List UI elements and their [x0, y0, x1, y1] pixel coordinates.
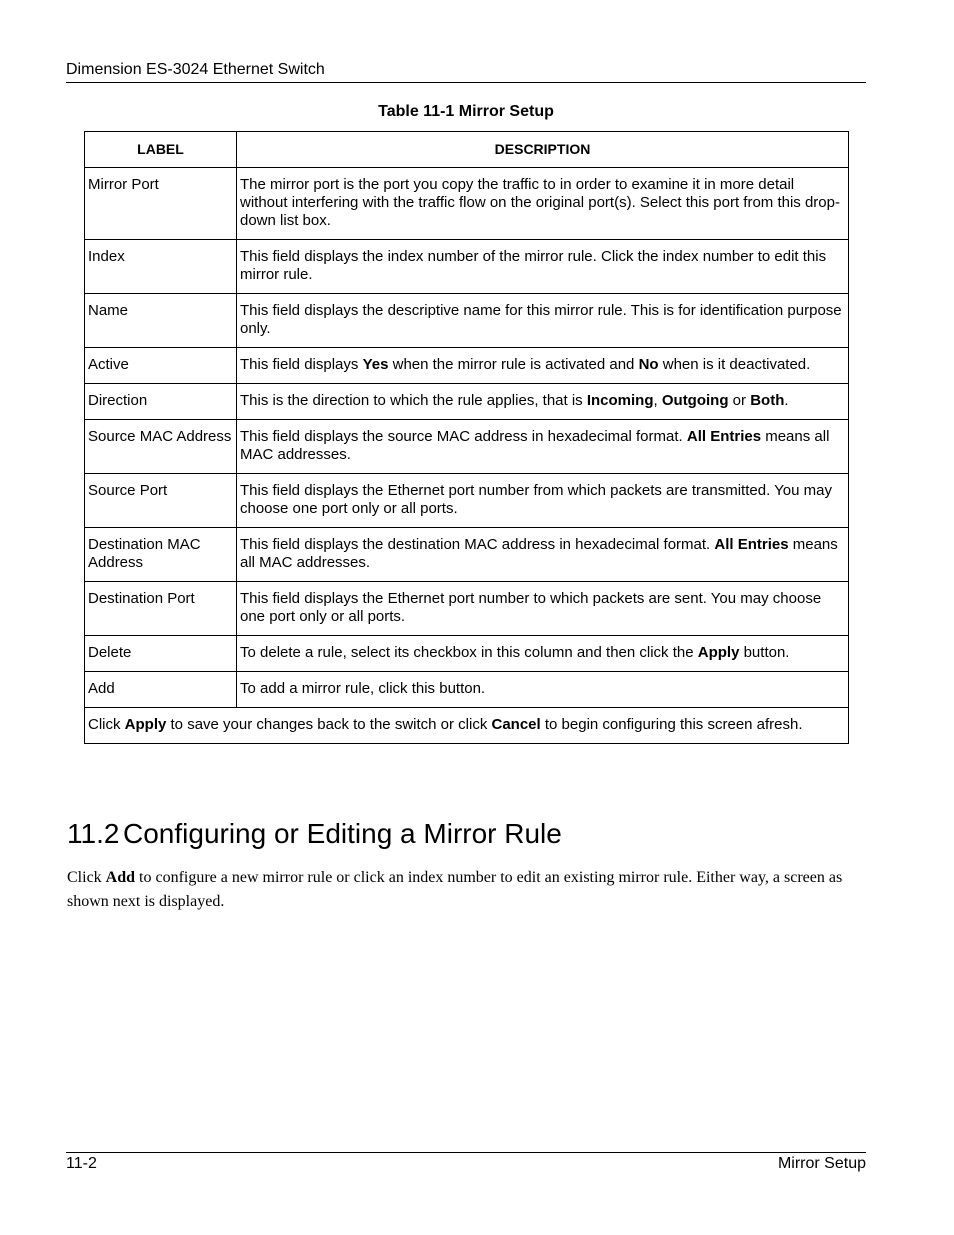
table-row — [85, 672, 849, 708]
page-header — [66, 60, 866, 83]
text-run: This field displays — [240, 356, 363, 373]
text-run: button. — [739, 644, 790, 661]
text-run: This field displays the Ethernet port number from which packets are transmitted. You may choose one port only or all ports. — [240, 482, 832, 517]
section-number: 11.2 — [67, 818, 120, 850]
text-run: to configure a new mirror rule or click an index number to edit an existing mirror rule. Either way, a screen as shown next is displayed. — [67, 869, 843, 910]
row-label: Add — [85, 672, 237, 708]
text-run: This field displays the destination MAC address in hexadecimal format. — [240, 536, 715, 553]
text-run: means all MAC addresses. — [240, 536, 838, 571]
text-run: . — [784, 392, 789, 409]
text-run: when is it deactivated. — [658, 356, 811, 373]
row-label: Destination Port — [85, 582, 237, 636]
text-run: To add a mirror rule, click this button. — [240, 680, 486, 697]
table-row — [85, 528, 849, 582]
bold-term: Incoming — [586, 392, 654, 409]
page-footer — [66, 1152, 866, 1174]
table-footer-row — [85, 708, 849, 744]
bold-term: Apply — [124, 716, 167, 733]
bold-term: Apply — [697, 644, 740, 661]
row-label: Index — [85, 240, 237, 294]
text-run: or — [728, 392, 751, 409]
row-label: Name — [85, 294, 237, 348]
bold-term: Yes — [362, 356, 389, 373]
document-title: Dimension ES-3024 Ethernet Switch — [66, 61, 325, 78]
column-header-description: DESCRIPTION — [237, 132, 849, 168]
section-body-text — [67, 866, 857, 914]
bold-term: Outgoing — [661, 392, 729, 409]
text-run: This field displays the index number of the mirror rule. Click the index number to edit this mirror rule. — [240, 248, 827, 283]
page-number: 11-2 — [66, 1155, 97, 1172]
table-row — [85, 474, 849, 528]
table-row — [85, 384, 849, 420]
row-description — [237, 636, 849, 672]
row-description — [237, 168, 849, 240]
bold-term: No — [638, 356, 659, 373]
table-header-row — [85, 132, 849, 168]
row-label: Source MAC Address — [85, 420, 237, 474]
table-body — [85, 168, 849, 708]
text-run: To delete a rule, select its checkbox in this column and then click the — [240, 644, 698, 661]
text-run: , — [653, 392, 662, 409]
bold-term: Add — [105, 869, 136, 886]
text-run: Click — [88, 716, 125, 733]
table-caption: Table 11-1 Mirror Setup — [378, 103, 554, 120]
row-label: Mirror Port — [85, 168, 237, 240]
text-run: This field displays the Ethernet port number to which packets are sent. You may choose one port only or all ports. — [240, 590, 822, 625]
text-run: The mirror port is the port you copy the traffic to in order to examine it in more detail without interfering with the traffic flow on the original port(s). Select this port from this drop-down list box. — [240, 176, 840, 229]
text-run: Click — [67, 869, 106, 886]
text-run: means all MAC addresses. — [240, 428, 830, 463]
bold-term: Both — [750, 392, 785, 409]
row-description — [237, 420, 849, 474]
row-description — [237, 384, 849, 420]
table-row — [85, 582, 849, 636]
chapter-name: Mirror Setup — [777, 1155, 866, 1172]
section-title: Configuring or Editing a Mirror Rule — [123, 818, 562, 850]
row-description — [237, 672, 849, 708]
table-row — [85, 294, 849, 348]
row-description — [237, 294, 849, 348]
row-label: Destination MAC Address — [85, 528, 237, 582]
text-run: This is the direction to which the rule applies, that is — [240, 392, 587, 409]
text-run: This field displays the source MAC address in hexadecimal format. — [240, 428, 687, 445]
mirror-setup-table — [84, 131, 849, 744]
table-row — [85, 636, 849, 672]
row-label: Active — [85, 348, 237, 384]
table-footer-note — [85, 708, 849, 744]
row-label: Source Port — [85, 474, 237, 528]
column-header-label: LABEL — [85, 132, 237, 168]
text-run: This field displays the descriptive name for this mirror rule. This is for identification purpose only. — [240, 302, 842, 337]
row-label: Delete — [85, 636, 237, 672]
row-description — [237, 528, 849, 582]
table-row — [85, 168, 849, 240]
bold-term: All Entries — [686, 428, 762, 445]
row-description — [237, 582, 849, 636]
row-description — [237, 240, 849, 294]
text-run: to begin configuring this screen afresh. — [540, 716, 803, 733]
table-row — [85, 240, 849, 294]
text-run: to save your changes back to the switch or click — [166, 716, 492, 733]
row-label: Direction — [85, 384, 237, 420]
table-row — [85, 348, 849, 384]
row-description — [237, 474, 849, 528]
text-run: when the mirror rule is activated and — [388, 356, 639, 373]
bold-term: All Entries — [714, 536, 789, 553]
bold-term: Cancel — [491, 716, 541, 733]
row-description — [237, 348, 849, 384]
section-heading — [67, 816, 867, 852]
table-row — [85, 420, 849, 474]
